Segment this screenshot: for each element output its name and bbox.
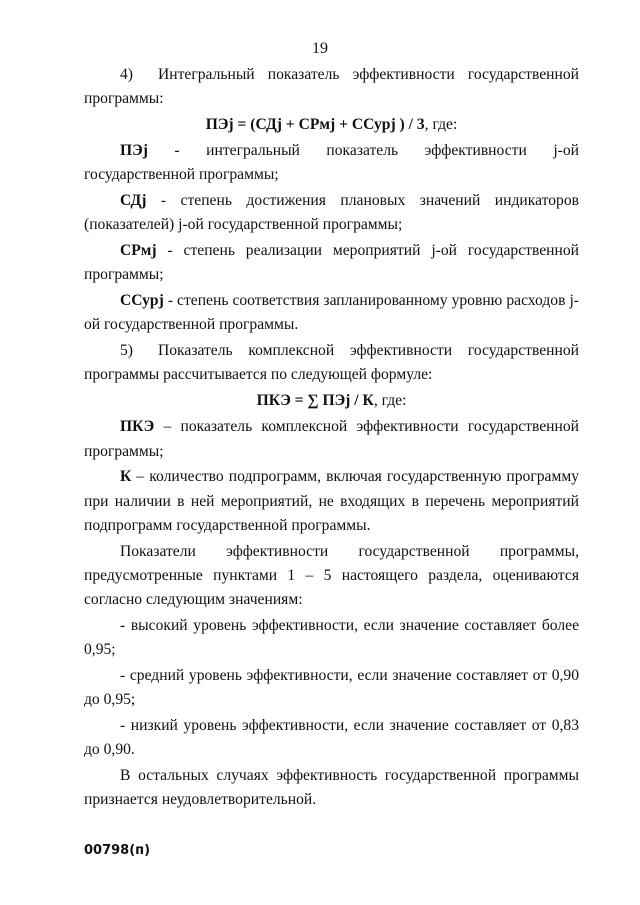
- item-4-number: 4): [120, 66, 133, 83]
- document-code: 00798(п): [84, 843, 151, 858]
- item-5-number: 5): [120, 342, 133, 360]
- definition-text: – показатель комплексной эффективности государственной программы;: [84, 418, 579, 460]
- level-medium: - средний уровень эффективности, если значение составляет от 0,90 до 0,95;: [84, 666, 579, 709]
- definition-term: К: [120, 468, 132, 486]
- item-5-text: Показатель комплексной эффективности государственной программы рассчитывается по следующей формуле:: [84, 342, 579, 384]
- formula-integral-suffix: , где:: [424, 116, 458, 133]
- definition-pej: [84, 139, 579, 187]
- item-4-text: Интегральный показатель эффективности государственной программы:: [84, 66, 579, 108]
- evaluation-intro: Показатели эффективности государственной программы, предусмотренные пунктами 1 – 5 настоящего раздела, оцениваются согласно следующим значениям:: [84, 542, 579, 609]
- definition-sdj: [84, 189, 579, 237]
- definition-text: – количество подпрограмм, включая государственную программу при наличии в ней мероприятий, не входящих в перечень мероприятий подпрограмм государственной программы.: [84, 468, 579, 534]
- definition-text: - степень реализации мероприятий j-ой государственной программы;: [84, 242, 579, 284]
- definition-k: [84, 465, 579, 538]
- level-high: - высокий уровень эффективности, если значение составляет более 0,95;: [84, 616, 579, 659]
- level-low: - низкий уровень эффективности, если значение составляет от 0,83 до 0,90.: [84, 716, 579, 759]
- formula-integral: [84, 113, 579, 137]
- definition-ssupj: [84, 289, 579, 337]
- definition-term: СДj: [120, 192, 147, 210]
- formula-complex: [84, 389, 579, 413]
- definition-text: - интегральный показатель эффективности j-ой государственной программы;: [84, 142, 579, 184]
- definition-text: - степень соответствия запланированному уровню расходов j-ой государственной программы.: [84, 292, 579, 334]
- document-body: [84, 63, 579, 814]
- definition-text: - степень достижения плановых значений индикаторов (показателей) j-ой государственной программы;: [84, 192, 579, 234]
- definition-srmj: [84, 239, 579, 287]
- definition-term: ССуpj: [120, 292, 164, 310]
- definition-term: ПКЭ: [120, 418, 155, 436]
- definition-pke: [84, 415, 579, 463]
- item-4-paragraph: [84, 63, 579, 111]
- formula-complex-suffix: , где:: [373, 392, 407, 410]
- item-5-paragraph: [84, 339, 579, 387]
- page-number: 19: [312, 40, 328, 57]
- formula-complex-expr: ПКЭ = ∑ ПЭj / К: [256, 392, 374, 410]
- definition-term: СРмj: [120, 242, 157, 260]
- formula-integral-expr: ПЭj = (СДj + СРмj + ССуpj ) / 3: [205, 116, 425, 133]
- conclusion-paragraph: В остальных случаях эффективность государственной программы признается неудовлетворительной.: [84, 766, 579, 809]
- definition-term: ПЭj: [120, 142, 148, 160]
